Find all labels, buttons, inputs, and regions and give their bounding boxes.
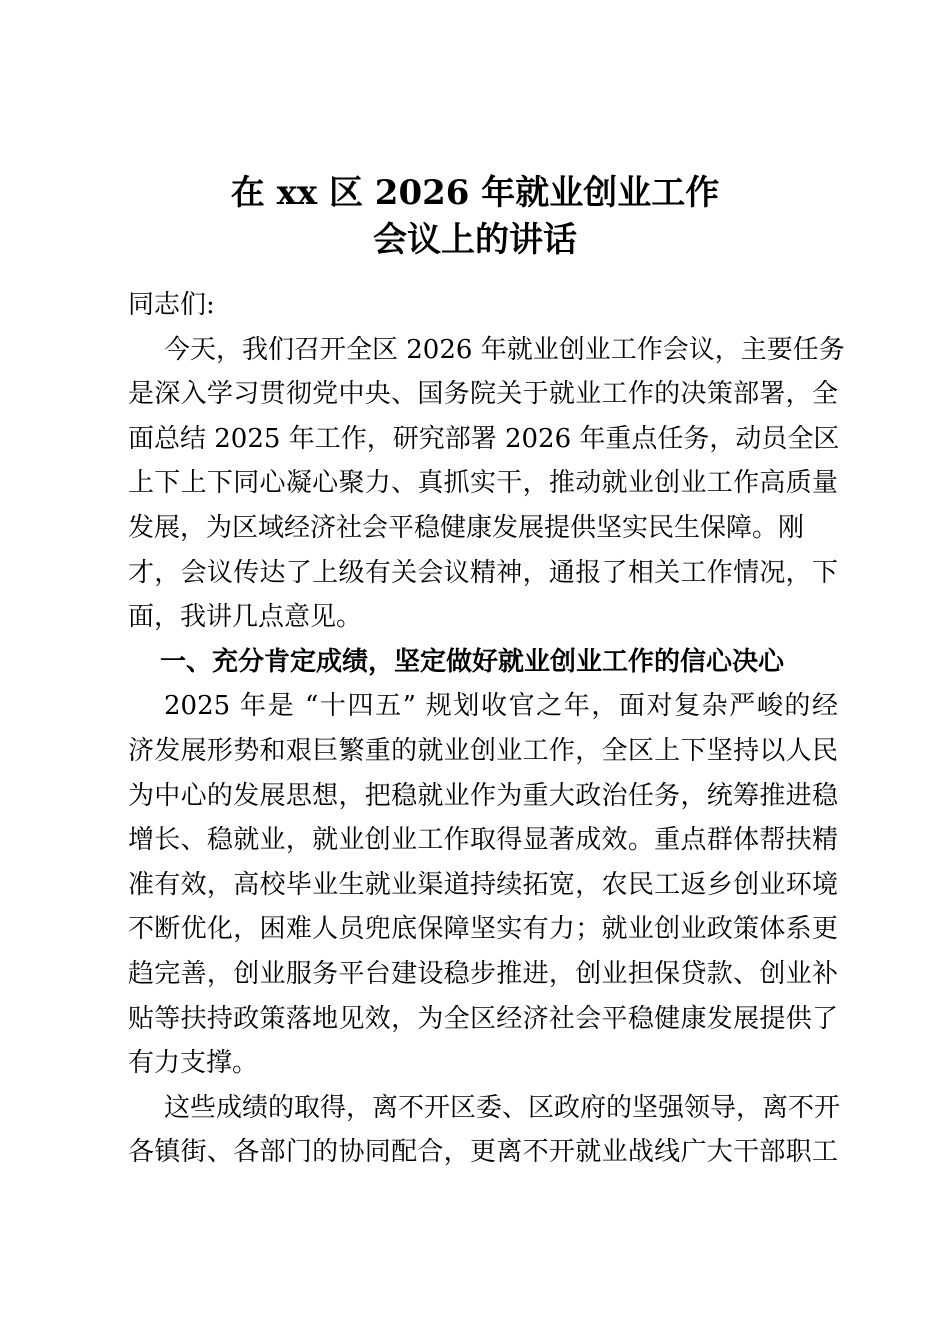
document-title-line-2: 会议上的讲话	[373, 220, 577, 260]
paragraph-1-line: 才，会议传达了上级有关会议精神，通报了相关工作情况，下	[128, 557, 838, 588]
paragraph-2-line: 济发展形势和艰巨繁重的就业创业工作，全区上下坚持以人民	[128, 735, 838, 766]
document-body	[128, 283, 845, 1175]
paragraph-1-line: 上下上下同心凝心聚力、真抓实干，推动就业创业工作高质量	[128, 468, 838, 499]
paragraph-2-line: 为中心的发展思想，把稳就业作为重大政治任务，统筹推进稳	[128, 780, 838, 811]
paragraph-2-line: 准有效，高校毕业生就业渠道持续拓宽，农民工返乡创业环境	[128, 869, 838, 900]
paragraph-2-line: 有力支撑。	[128, 1048, 259, 1079]
paragraph-2-line: 不断优化，困难人员兜底保障坚实有力；就业创业政策体系更	[128, 914, 838, 945]
paragraph-2-line: 2025 年是 “十四五” 规划收官之年，面对复杂严峻的经	[164, 691, 838, 722]
paragraph-2-line: 贴等扶持政策落地见效，为全区经济社会平稳健康发展提供了	[128, 1003, 838, 1034]
paragraph-1-line: 面，我讲几点意见。	[128, 602, 363, 633]
salutation: 同志们:	[128, 290, 215, 320]
document-title-line-1: 在 xx 区 2026 年就业创业工作	[230, 173, 720, 213]
paragraph-2-line: 趋完善，创业服务平台建设稳步推进，创业担保贷款、创业补	[128, 958, 838, 989]
paragraph-1-line: 今天，我们召开全区 2026 年就业创业工作会议，主要任务	[164, 334, 845, 365]
paragraph-3-line: 各镇街、各部门的协同配合，更离不开就业战线广大干部职工	[128, 1137, 838, 1168]
paragraph-2-line: 增长、稳就业，就业创业工作取得显著成效。重点群体帮扶精	[128, 825, 838, 856]
section-heading-1: 一、充分肯定成绩，坚定做好就业创业工作的信心决心	[160, 646, 785, 677]
paragraph-1-line: 面总结 2025 年工作，研究部署 2026 年重点任务，动员全区	[128, 423, 840, 454]
paragraph-3-line: 这些成绩的取得，离不开区委、区政府的坚强领导，离不开	[164, 1092, 841, 1123]
paragraph-1-line: 是深入学习贯彻党中央、国务院关于就业工作的决策部署，全	[128, 379, 838, 410]
paragraph-1-line: 发展，为区域经济社会平稳健康发展提供坚实民生保障。刚	[128, 512, 805, 543]
